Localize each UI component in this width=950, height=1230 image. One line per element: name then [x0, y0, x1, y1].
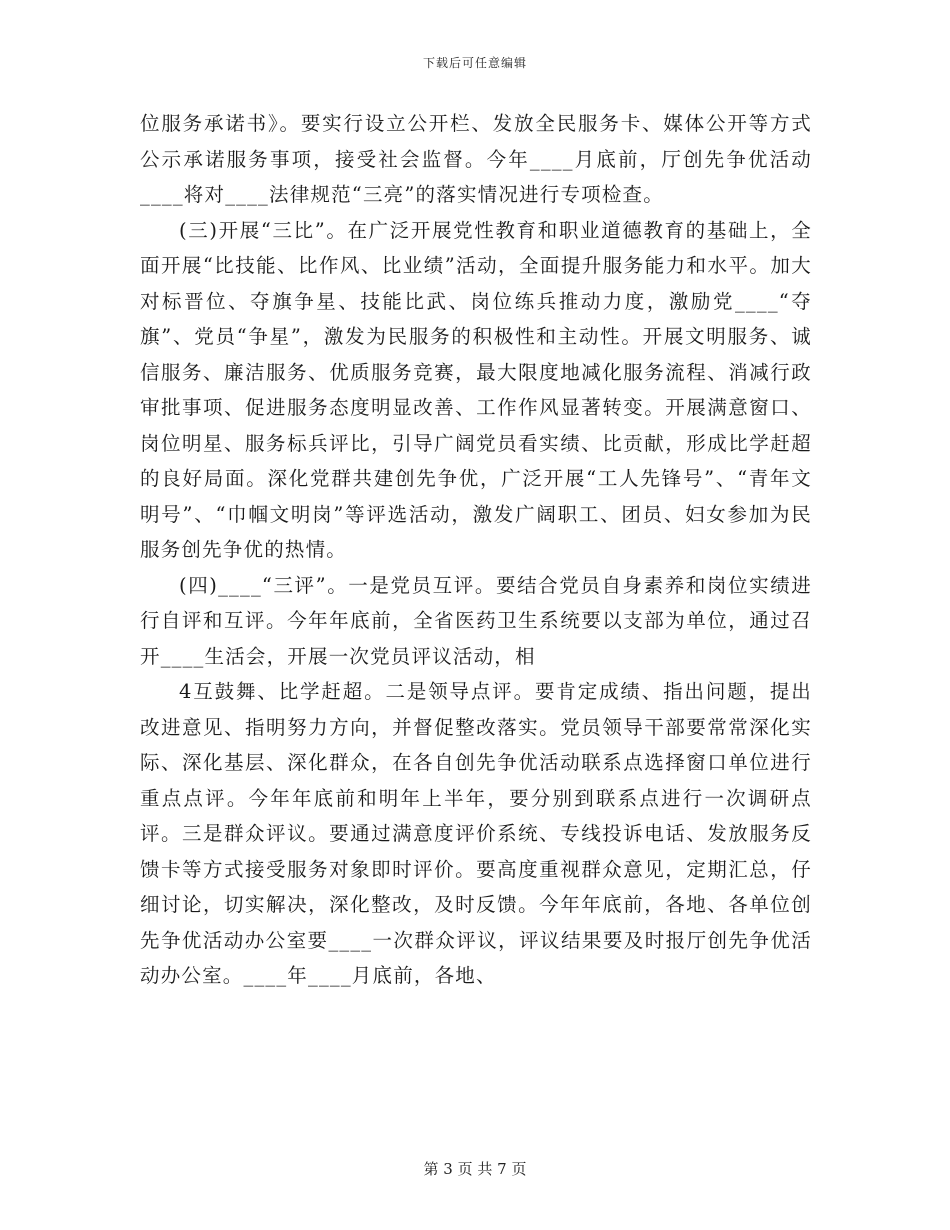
page-header-note: 下载后可任意编辑: [422, 56, 527, 70]
paragraph-section-three: (三)开展“三比”。在广泛开展党性教育和职业道德教育的基础上，全面开展“比技能、比作风、比业绩”活动，全面提升服务能力和水平。加大对标晋位、夺旗争星、技能比武、岗位练兵推动力度，激励党____“夺旗”、党员“争星”，激发为民服务的积极性和主动性。开展文明服务、诚信服务、廉洁服务、优质服务竞赛，最大限度地减化服务流程、消减行政审批事项、促进服务态度明显改善、工作作风显著转变。开展满意窗口、岗位明星、服务标兵评比，引导广阔党员看实绩、比贡献，形成比学赶超的良好局面。深化党群共建创先争优，广泛开展“工人先锋号”、“青年文明号”、“巾帼文明岗”等评选活动，激发广阔职工、团员、妇女参加为民服务创先争优的热情。: [140, 218, 812, 561]
paragraph-section-four: (四)____“三评”。一是党员互评。要结合党员自身素养和岗位实绩进行自评和互评。今年年底前，全省医药卫生系统要以支部为单位，通过召开____生活会，开展一次党员评议活动，相: [140, 573, 812, 668]
page-footer-indicator: 第 3 页 共 7 页: [423, 1160, 527, 1178]
document-body: [140, 106, 812, 994]
paragraph-section-four-continued: 4互鼓舞、比学赶超。二是领导点评。要肯定成绩、指出问题，提出改进意见、指明努力方向，并督促整改落实。党员领导干部要常常深化实际、深化基层、深化群众，在各自创先争优活动联系点选择窗口单位进行重点点评。今年年底前和明年上半年，要分别到联系点进行一次调研点评。三是群众评议。要通过满意度评价系统、专线投诉电话、发放服务反馈卡等方式接受服务对象即时评价。要高度重视群众意见，定期汇总，仔细讨论，切实解决，深化整改，及时反馈。今年年底前，各地、各单位创先争优活动办公室要____一次群众评议，评议结果要及时报厅创先争优活动办公室。____年____月底前，各地、: [140, 680, 812, 987]
paragraph-continuation: 位服务承诺书》。要实行设立公开栏、发放全民服务卡、媒体公开等方式公示承诺服务事项，接受社会监督。今年____月底前，厅创先争优活动____将对____法律规范“三亮”的落实情况进行专项检查。: [140, 112, 812, 206]
